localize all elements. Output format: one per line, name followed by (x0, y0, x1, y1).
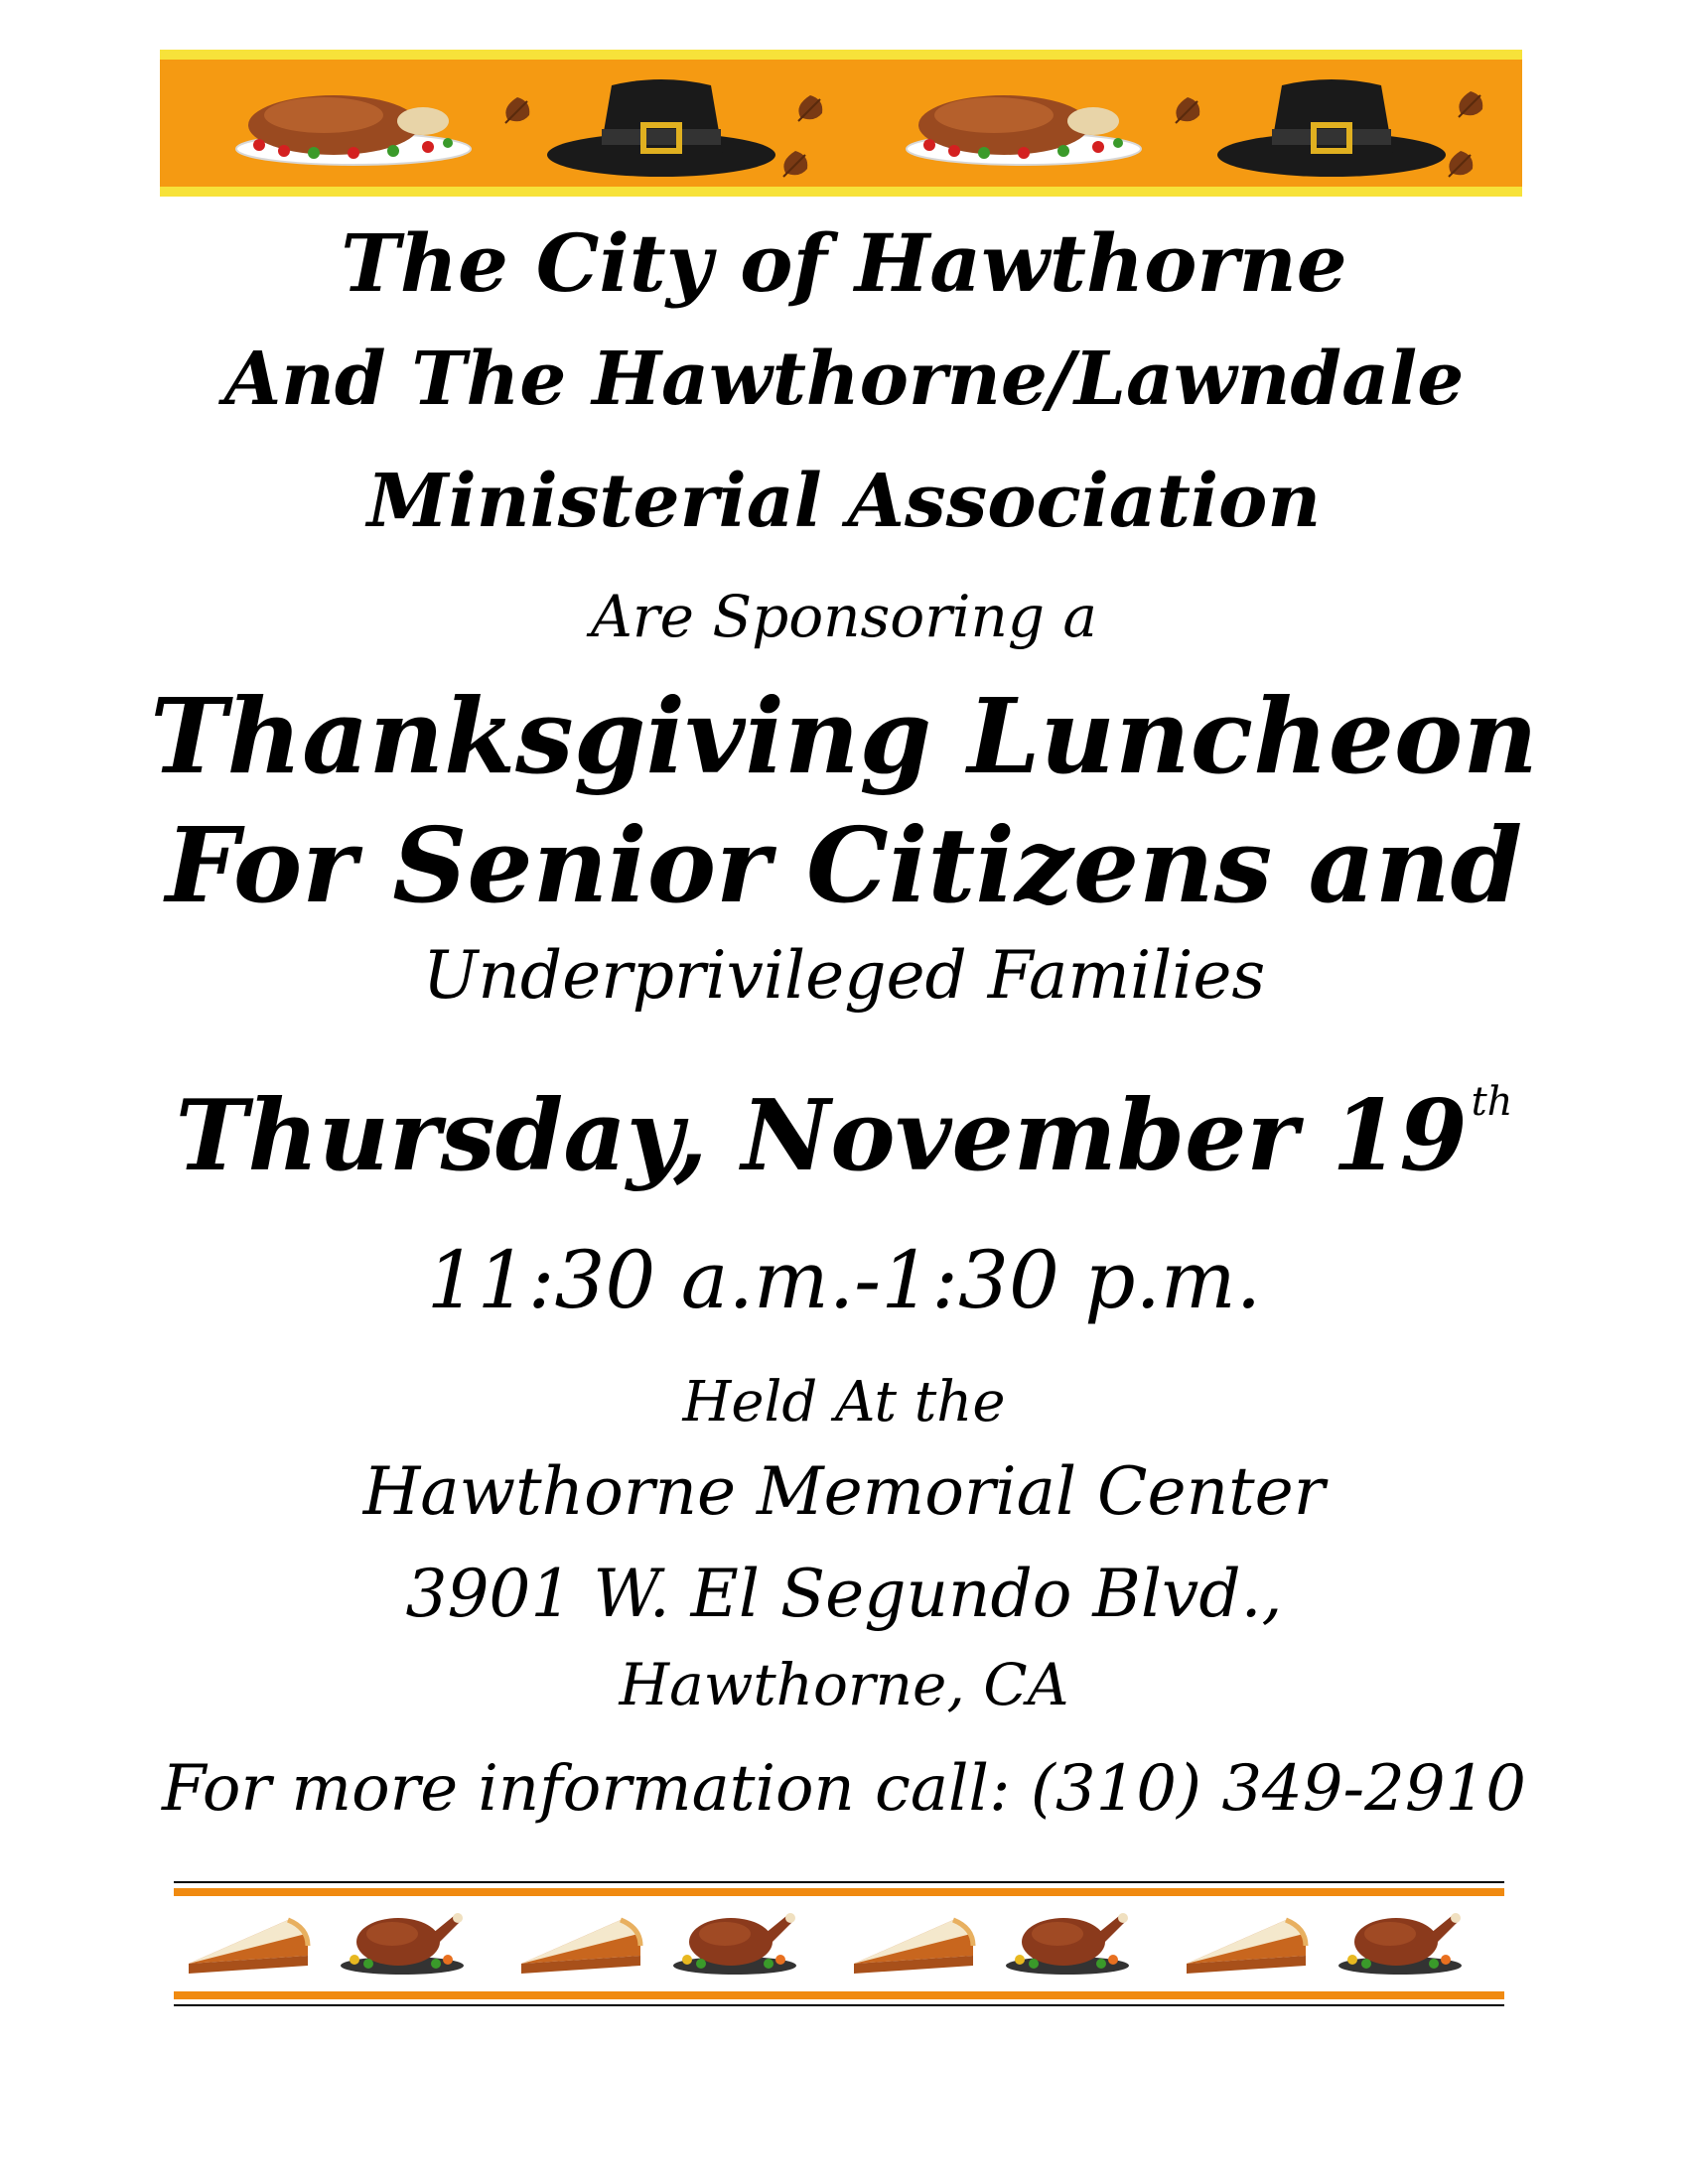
event-date (0, 1079, 1688, 1193)
event-title-line-1: Thanksgiving Luncheon (150, 675, 1538, 797)
turkey-platter-icon (236, 95, 471, 165)
turkey-icon (1338, 1913, 1462, 1975)
held-at-text: Held At the (682, 1370, 1006, 1434)
event-date-text: Thursday, November 19 (175, 1079, 1468, 1193)
pie-slice-icon (1187, 1920, 1306, 1974)
pie-slice-icon (189, 1920, 308, 1974)
leaf-icon (1459, 91, 1482, 117)
leaf-icon (798, 95, 822, 121)
top-banner-art (160, 60, 1522, 187)
leaf-icon (783, 151, 807, 177)
bottom-banner-art (174, 1876, 1504, 2015)
title-line-2: And The Hawthorne/Lawndale (223, 337, 1465, 422)
leaf-icon (1449, 151, 1473, 177)
bottom-banner (174, 1876, 1504, 2015)
top-banner (160, 50, 1522, 197)
turkey-icon (1006, 1913, 1129, 1975)
pilgrim-hat-icon (547, 79, 775, 177)
rule-bar (174, 1991, 1504, 1999)
contact-info: For more information call: (310) 349-2910 (162, 1752, 1526, 1826)
turkey-icon (341, 1913, 464, 1975)
sponsoring-text: Are Sponsoring a (591, 583, 1097, 650)
title-line-1: The City of Hawthorne (341, 216, 1347, 310)
title-line-3: Ministerial Association (366, 459, 1322, 544)
rule-bar (174, 1888, 1504, 1896)
pie-slice-icon (854, 1920, 973, 1974)
venue-address: 3901 W. El Segundo Blvd., (405, 1556, 1283, 1632)
event-date-suffix: th (1471, 1079, 1513, 1125)
venue-name: Hawthorne Memorial Center (362, 1453, 1326, 1530)
leaf-icon (1176, 97, 1199, 123)
turkey-platter-icon (907, 95, 1141, 165)
event-time: 11:30 a.m.-1:30 p.m. (426, 1234, 1262, 1326)
event-title-line-3: Underprivileged Families (422, 937, 1266, 1014)
pilgrim-hat-icon (1217, 79, 1446, 177)
event-title-line-2: For Senior Citizens and (165, 804, 1523, 926)
venue-city: Hawthorne, CA (619, 1651, 1069, 1718)
turkey-icon (673, 1913, 796, 1975)
leaf-icon (505, 97, 529, 123)
pie-slice-icon (521, 1920, 640, 1974)
